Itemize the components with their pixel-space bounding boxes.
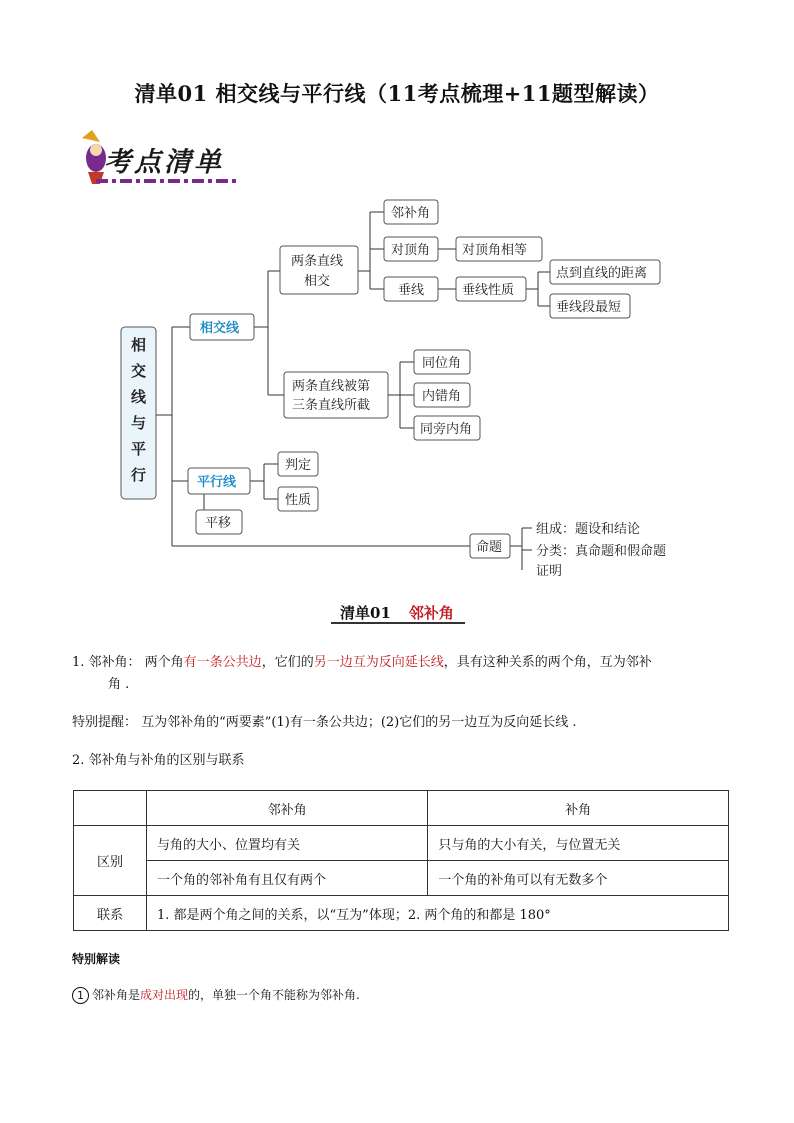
table-header-linbujiao: 邻补角 xyxy=(147,791,428,826)
point-1 xyxy=(72,652,732,674)
section-number: 清单01 xyxy=(340,604,391,622)
point-1-suffix: ，具有这种关系的两个角，互为邻补 xyxy=(443,655,652,670)
node-beijie-2: 三条直线所截 xyxy=(292,398,371,413)
node-liangtiao-2: 相交 xyxy=(304,274,331,289)
note-prefix: 邻补角是 xyxy=(92,988,141,1002)
node-duidingjiao: 对顶角 xyxy=(391,243,431,258)
note-title: 特别解读 xyxy=(72,952,121,966)
root-char: 平 xyxy=(131,440,147,458)
section-topic: 邻补角 xyxy=(408,604,454,622)
point-1-line2: 角 . xyxy=(108,677,130,692)
root-char: 行 xyxy=(131,466,147,484)
note-red: 成对出现 xyxy=(140,988,189,1002)
note-suffix: 的，单独一个角不能称为邻补角. xyxy=(188,988,360,1002)
comparison-table xyxy=(73,790,729,931)
table-link-text: 1. 都是两个角之间的关系，以“互为”体现；2. 两个角的和都是 180° xyxy=(147,896,729,931)
point-1-red2: 另一边互为反向延长线 xyxy=(313,655,444,670)
table-cell: 与角的大小、位置均有关 xyxy=(147,826,428,861)
root-char: 交 xyxy=(131,362,147,380)
table-row xyxy=(74,791,729,826)
point-1-mid: ，它们的 xyxy=(261,655,314,670)
branch-xiangjiao: 相交线 xyxy=(200,321,240,336)
branch-pingyi: 平移 xyxy=(205,516,232,531)
node-tongpangneijiao: 同旁内角 xyxy=(420,422,473,437)
table-row xyxy=(74,896,729,931)
point-1-prefix: 1. 邻补角： 两个角 xyxy=(72,655,184,670)
table-header-bujiao: 补角 xyxy=(428,791,729,826)
node-chuixian-xingzhi: 垂线性质 xyxy=(462,283,515,298)
node-neicuojiao: 内错角 xyxy=(422,389,462,404)
node-chuixianduan: 垂线段最短 xyxy=(556,300,622,315)
branch-mingti: 命题 xyxy=(476,540,503,555)
table-header-empty xyxy=(74,791,147,826)
table-row xyxy=(74,861,729,896)
node-duidingjiao-xiangdeng: 对顶角相等 xyxy=(462,243,528,258)
note-body xyxy=(72,986,360,1004)
node-xingzhi: 性质 xyxy=(285,493,312,508)
point-2: 2. 邻补角与补角的区别与联系 xyxy=(72,753,245,768)
root-char: 相 xyxy=(131,336,147,354)
page-title: 清单01 相交线与平行线（11考点梳理+11题型解读） xyxy=(134,81,660,106)
banner-title: 考点清单 xyxy=(104,147,224,178)
node-liangtiao-1: 两条直线 xyxy=(291,254,344,269)
circled-number-icon: 1 xyxy=(72,987,89,1004)
table-link-label: 联系 xyxy=(74,896,147,931)
mindmap-diagram xyxy=(0,190,794,579)
table-cell: 一个角的邻补角有且仅有两个 xyxy=(147,861,428,896)
node-panding: 判定 xyxy=(285,458,312,473)
section-underline xyxy=(331,622,465,624)
node-beijie-1: 两条直线被第 xyxy=(292,379,371,394)
node-dian-juli: 点到直线的距离 xyxy=(556,266,648,281)
special-reminder: 特别提醒： 互为邻补角的“两要素”(1)有一条公共边；(2)它们的另一边互为反向延长线 . xyxy=(72,715,577,730)
root-char: 线 xyxy=(131,388,147,406)
table-row xyxy=(74,826,729,861)
root-char: 与 xyxy=(131,414,147,432)
node-linbujiao: 邻补角 xyxy=(391,206,431,221)
node-mingti-3: 证明 xyxy=(536,564,563,579)
table-diff-label: 区别 xyxy=(74,826,147,896)
branch-pingxing: 平行线 xyxy=(197,475,237,490)
table-cell: 一个角的补角可以有无数多个 xyxy=(428,861,729,896)
table-cell: 只与角的大小有关，与位置无关 xyxy=(428,826,729,861)
node-mingti-1: 组成：题设和结论 xyxy=(536,522,641,537)
point-1-red1: 有一条公共边 xyxy=(183,655,262,670)
section-title xyxy=(0,602,794,623)
node-tongweijiao: 同位角 xyxy=(422,356,462,371)
banner-underline xyxy=(96,179,236,183)
node-chuixian: 垂线 xyxy=(398,283,425,298)
node-mingti-2: 分类：真命题和假命题 xyxy=(536,544,667,559)
